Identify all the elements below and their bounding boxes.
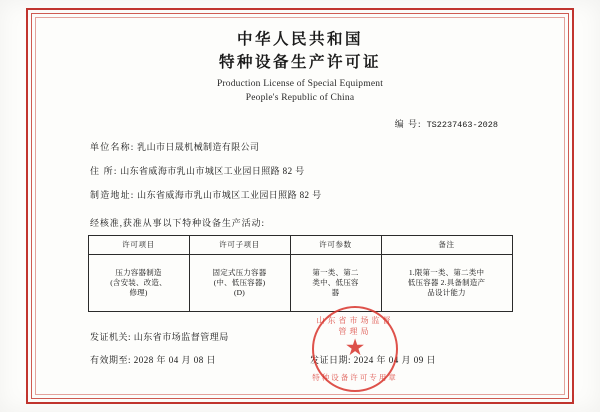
field-company-name <box>48 141 552 154</box>
field-manufacturing-address-label: 制造地址: <box>90 190 135 200</box>
cell-remark-line-3: 品设计能力 <box>427 288 466 297</box>
table-header-params: 许可参数 <box>290 236 381 255</box>
cell-remark <box>381 255 512 312</box>
field-company-name-value: 乳山市日晟机械制造有限公司 <box>137 142 260 152</box>
cell-params-line-2: 类中、低压容 <box>312 278 359 287</box>
field-manufacturing-address <box>48 189 552 202</box>
table-header-row <box>88 236 512 255</box>
field-address-label: 住 所: <box>90 166 118 176</box>
table-header-remark: 备注 <box>381 236 512 255</box>
cell-subitem <box>189 255 290 312</box>
field-address-value: 山东省威海市乳山市城区工业园日照路 82 号 <box>120 166 305 176</box>
serial-number-value: TS2237463-2028 <box>426 120 498 130</box>
seal-arc-top-text: 山东省市场监督管理局 <box>316 316 394 336</box>
cell-remark-line-2: 低压容器 2.具备制造产 <box>407 278 486 287</box>
cell-params-line-3: 器 <box>331 288 340 297</box>
title-country-en: People's Republic of China <box>245 93 355 103</box>
title-license-cn: 特种设备生产许可证 <box>218 54 381 71</box>
cell-item-line-3: 修理) <box>129 288 148 297</box>
corner-ornament-top-right <box>558 8 574 24</box>
issue-date-group <box>310 353 436 366</box>
cell-item-line-1: 压力容器制造 <box>115 268 162 277</box>
star-icon: ★ <box>344 335 366 360</box>
title-license-en: Production License of Special Equipment <box>216 79 384 89</box>
cell-item-line-2: (含安装、改造、 <box>110 278 167 287</box>
table-header-item: 许可项目 <box>88 236 189 255</box>
cell-remark-line-1: 1.限第一类、第二类中 <box>408 268 485 277</box>
seal-arc-bottom-text: 特种设备许可专用章 <box>312 373 398 382</box>
cell-subitem-line-1: 固定式压力容器 <box>212 268 267 277</box>
field-company-name-label: 单位名称: <box>90 142 135 152</box>
serial-number-label: 编 号: <box>394 119 422 129</box>
cell-subitem-line-2: (中、低压容器) <box>213 278 266 287</box>
corner-ornament-bottom-left <box>26 388 42 404</box>
dates-row <box>48 353 552 366</box>
field-manufacturing-address-value: 山东省威海市乳山市城区工业园日照路 82 号 <box>137 190 322 200</box>
cell-params-line-1: 第一类、第二 <box>312 268 359 277</box>
table-header-subitem: 许可子项目 <box>189 236 290 255</box>
valid-until-value: 2028 年 04 月 08 日 <box>133 355 217 365</box>
table-row <box>88 255 512 312</box>
issue-date-label: 发证日期: <box>310 355 352 365</box>
scope-statement: 经核准,获准从事以下特种设备生产活动: <box>90 218 265 228</box>
corner-ornament-bottom-right <box>558 388 574 404</box>
corner-ornament-top-left <box>26 8 42 24</box>
issuer-value: 山东省市场监督管理局 <box>133 332 229 342</box>
permit-scope-table <box>88 235 513 312</box>
title-block <box>48 30 552 105</box>
title-country-cn: 中华人民共和国 <box>236 31 363 48</box>
cell-subitem-line-3: (D) <box>233 288 245 297</box>
valid-until-label: 有效期至: <box>90 355 132 365</box>
issuer-row <box>48 330 552 343</box>
serial-number-row <box>48 117 552 130</box>
cell-item <box>88 255 189 312</box>
cell-params <box>290 255 381 312</box>
document-content <box>48 26 552 386</box>
issue-date-value: 2024 年 04 月 09 日 <box>353 355 437 365</box>
field-address <box>48 165 552 178</box>
issuer-label: 发证机关: <box>90 332 132 342</box>
